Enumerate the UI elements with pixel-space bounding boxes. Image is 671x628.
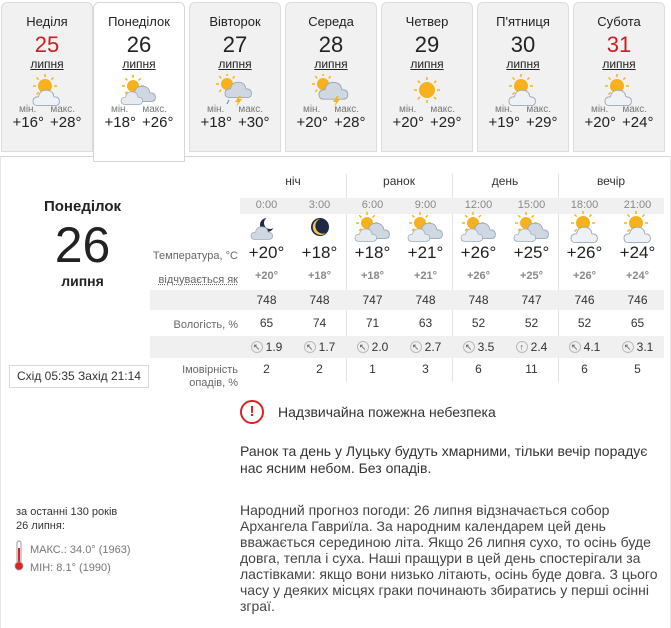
min-label: мін.	[494, 104, 513, 115]
wind-speed: 3.5	[477, 340, 495, 354]
day-name: Середа	[308, 14, 354, 29]
wind-direction-icon: ↖	[304, 341, 316, 353]
hour-humidity: 74	[312, 316, 327, 330]
selected-day-month: липня	[61, 273, 104, 289]
hour-wind	[558, 340, 611, 354]
hour-pressure: 747	[362, 293, 383, 307]
day-name: Четвер	[405, 14, 449, 29]
hour-wind	[399, 340, 452, 354]
hour-wind	[452, 340, 505, 354]
day-tab[interactable]	[189, 2, 281, 152]
hour-humidity: 65	[259, 316, 274, 330]
wind-speed: 2.7	[424, 340, 442, 354]
hour-time: 18:00	[570, 199, 599, 211]
record-min: МІН: 8.1° (1990)	[30, 562, 111, 574]
thermometer-icon	[14, 540, 24, 572]
min-label: мін.	[398, 104, 417, 115]
day-min-temp: +20°	[296, 114, 328, 131]
hour-pressure: 746	[627, 293, 648, 307]
day-tab[interactable]	[381, 2, 473, 152]
wind-direction-icon: ↑	[516, 341, 528, 353]
period-label: день	[491, 174, 519, 188]
day-date: 25	[34, 32, 60, 57]
hour-wind	[346, 340, 399, 354]
hour-precip: 5	[634, 362, 641, 376]
hour-feels-like: +26°	[572, 270, 597, 282]
min-label: мін.	[18, 104, 37, 115]
record-temps	[30, 541, 131, 577]
day-tabs	[0, 0, 671, 160]
period-label: ранок	[383, 174, 415, 188]
day-name: Неділя	[26, 14, 68, 29]
day-min-temp: +16°	[12, 114, 44, 131]
min-label: мін.	[110, 104, 129, 115]
folk-title: Народний прогноз погоди:	[240, 502, 411, 518]
wind-speed: 1.9	[265, 340, 283, 354]
day-tab[interactable]	[1, 2, 93, 152]
wind-direction-icon: ↖	[357, 341, 369, 353]
max-label: макс.	[142, 104, 168, 115]
day-name: П'ятниця	[496, 14, 550, 29]
day-tab[interactable]	[285, 2, 377, 152]
hour-humidity: 65	[630, 316, 645, 330]
hour-temp: +26°	[566, 243, 603, 262]
hour-time: 15:00	[517, 199, 546, 211]
hour-time: 12:00	[464, 199, 493, 211]
selected-day-name: Понеділок	[43, 198, 122, 215]
partly-cloudy-icon	[119, 74, 159, 106]
selected-day-date: 26	[54, 217, 111, 273]
hour-feels-like: +18°	[307, 270, 332, 282]
stats-date: 26 липня:	[16, 520, 65, 532]
day-date: 31	[606, 32, 632, 57]
day-date: 28	[318, 32, 344, 57]
hour-wind	[505, 340, 558, 354]
hour-humidity: 52	[471, 316, 486, 330]
hour-precip: 1	[369, 362, 376, 376]
period-label: ніч	[285, 174, 301, 188]
wind-speed: 2.4	[530, 340, 548, 354]
hour-wind	[611, 340, 664, 354]
warning-text: Надзвичайна пожежна небезпека	[278, 404, 496, 420]
max-label: макс.	[622, 104, 648, 115]
wind-direction-icon: ↖	[463, 341, 475, 353]
hour-humidity: 71	[365, 316, 380, 330]
day-max-temp: +26°	[142, 114, 174, 131]
day-month: липня	[122, 57, 156, 71]
hour-precip: 2	[263, 362, 270, 376]
hour-time: 9:00	[414, 199, 437, 211]
hour-precip: 6	[475, 362, 482, 376]
label-band	[150, 336, 240, 358]
thunder-cloud-icon	[311, 74, 351, 106]
day-max-temp: +30°	[238, 114, 270, 131]
wind-direction-icon: ↖	[251, 341, 263, 353]
hour-time: 0:00	[255, 199, 278, 211]
min-label: мін.	[302, 104, 321, 115]
hour-temp: +18°	[301, 243, 338, 262]
hour-pressure: 748	[415, 293, 436, 307]
day-month: липня	[314, 57, 348, 71]
hour-temp: +21°	[407, 243, 444, 262]
hour-pressure: 746	[574, 293, 595, 307]
hour-humidity: 52	[524, 316, 539, 330]
day-month: липня	[410, 57, 444, 71]
day-max-temp: +29°	[430, 114, 462, 131]
label-humidity: Вологість, %	[173, 319, 238, 331]
hour-precip: 6	[581, 362, 588, 376]
day-date: 30	[510, 32, 536, 57]
day-name: Понеділок	[108, 14, 170, 29]
hour-humidity: 63	[418, 316, 433, 330]
wind-speed: 3.1	[636, 340, 654, 354]
sun-cloud-icon	[599, 74, 639, 106]
wind-direction-icon: ↖	[622, 341, 634, 353]
day-tab[interactable]	[573, 2, 665, 152]
thunder-rain-icon	[215, 74, 255, 106]
hour-wind	[240, 340, 293, 354]
label-temperature: Температура, °C	[152, 250, 238, 262]
day-min-temp: +20°	[584, 114, 616, 131]
wind-speed: 1.7	[318, 340, 336, 354]
hour-temp: +18°	[354, 243, 391, 262]
hour-feels-like: +24°	[625, 270, 650, 282]
day-min-temp: +18°	[104, 114, 136, 131]
day-month: липня	[506, 57, 540, 71]
history-stats	[16, 505, 117, 533]
day-date: 27	[222, 32, 248, 57]
day-tab[interactable]	[477, 2, 569, 152]
wind-speed: 4.1	[583, 340, 601, 354]
record-max: МАКС.: 34.0° (1963)	[30, 544, 131, 556]
day-max-temp: +28°	[334, 114, 366, 131]
hour-temp: +20°	[248, 243, 285, 262]
sunrise-sunset: Схід 05:35 Захід 21:14	[9, 365, 149, 388]
day-tab[interactable]	[93, 2, 185, 162]
max-label: макс.	[430, 104, 456, 115]
day-date: 29	[414, 32, 440, 57]
day-name: Субота	[597, 14, 641, 29]
hour-feels-like: +25°	[519, 270, 544, 282]
day-max-temp: +24°	[622, 114, 654, 131]
wind-direction-icon: ↖	[410, 341, 422, 353]
hour-precip: 11	[525, 362, 538, 376]
hour-precip: 3	[422, 362, 429, 376]
day-max-temp: +29°	[526, 114, 558, 131]
folk-forecast	[240, 502, 665, 614]
wind-direction-icon: ↖	[569, 341, 581, 353]
sun-icon	[407, 74, 447, 106]
wind-speed: 2.0	[371, 340, 389, 354]
max-label: макс.	[238, 104, 264, 115]
hour-feels-like: +20°	[254, 270, 279, 282]
day-month: липня	[602, 57, 636, 71]
hour-time: 3:00	[308, 199, 331, 211]
weather-description: Ранок та день у Луцьку будуть хмарними, тільки вечір порадує нас ясним небом. Без опадів.	[240, 443, 648, 476]
day-min-temp: +19°	[488, 114, 520, 131]
hour-pressure: 748	[309, 293, 330, 307]
day-date: 26	[126, 32, 152, 57]
folk-text: 26 липня відзначається собор Архангела Гавриїла. За народним календарем цей день вважається серединою літа. Якщо 26 липня сухо, то осінь буде довга, тепла і суха. Наші пращури в цей день спостерігали за ластівками: якщо вони низько літають, осінь буде довга. З цього часу у деяких місцях граки починають збиратись у перші осінні зграї.	[240, 502, 658, 614]
hour-feels-like: +18°	[360, 270, 385, 282]
hour-wind	[293, 340, 346, 354]
hour-feels-like: +26°	[466, 270, 491, 282]
period-label: вечір	[596, 174, 626, 188]
day-name: Вівторок	[209, 14, 261, 29]
label-feels-like[interactable]: відчувається як	[158, 274, 238, 286]
hour-humidity: 52	[577, 316, 592, 330]
hour-time: 21:00	[623, 199, 652, 211]
fire-warning	[240, 400, 496, 424]
hour-pressure: 748	[256, 293, 277, 307]
sun-cloud-icon	[27, 74, 67, 106]
day-month: липня	[30, 57, 64, 71]
warning-icon: !	[240, 400, 264, 424]
hour-temp: +24°	[619, 243, 656, 262]
hour-temp: +25°	[513, 243, 550, 262]
sun-cloud-icon	[503, 74, 543, 106]
max-label: макс.	[526, 104, 552, 115]
hour-pressure: 747	[521, 293, 542, 307]
min-label: мін.	[590, 104, 609, 115]
hour-precip: 2	[316, 362, 323, 376]
day-min-temp: +18°	[200, 114, 232, 131]
day-min-temp: +20°	[392, 114, 424, 131]
day-max-temp: +28°	[50, 114, 82, 131]
min-label: мін.	[206, 104, 225, 115]
label-band	[150, 290, 240, 310]
hour-pressure: 748	[468, 293, 489, 307]
label-precip-line1: Імовірність	[182, 364, 238, 376]
day-month: липня	[218, 57, 252, 71]
stats-period: за останні 130 років	[16, 506, 118, 518]
hour-time: 6:00	[361, 199, 384, 211]
hour-temp: +26°	[460, 243, 497, 262]
max-label: макс.	[334, 104, 360, 115]
hour-feels-like: +21°	[413, 270, 438, 282]
max-label: макс.	[50, 104, 76, 115]
label-precip-line2: опадів, %	[189, 377, 238, 389]
